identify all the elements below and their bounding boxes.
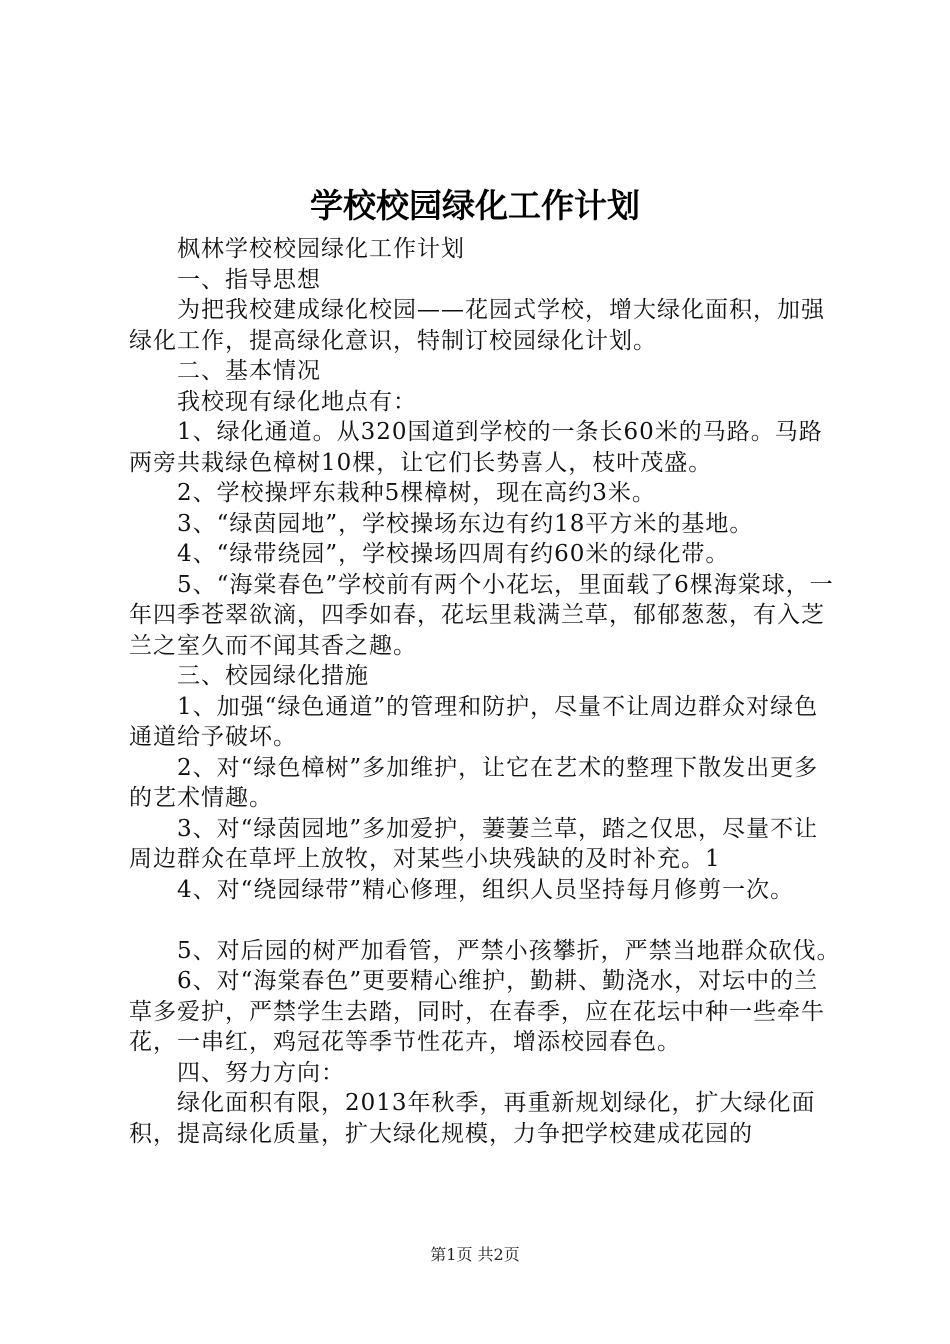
paragraph-location-3: 3、“绿茵园地”，学校操场东边有约18平方米的基地。 [177,510,754,537]
paragraph-measure-4: 4、对“绕园绿带”精心修理，组织人员坚持每月修剪一次。 [177,876,795,903]
heading-greening-measures: 三、校园绿化措施 [177,663,369,689]
paragraph-green-locations-intro: 我校现有绿化地点有： [177,388,417,415]
paragraph-school-plan-name: 枫林学校校园绿化工作计划 [177,236,465,262]
paragraph-future-direction: 绿化面积有限，2013年秋季，再重新规划绿化，扩大绿化面积，提高绿化质量，扩大绿化规模，力争把学校建成花园的 [129,1090,816,1147]
paragraph-measure-1: 1、加强“绿色通道”的管理和防护，尽量不让周边群众对绿色通道给予破坏。 [129,693,819,750]
paragraph-measure-3: 3、对“绿茵园地”多加爱护，萋萋兰草，踏之仅思，尽量不让周边群众在草坪上放牧，对某些小块残缺的及时补充。1 [129,815,819,872]
heading-basic-situation: 二、基本情况 [177,358,321,384]
paragraph-measure-5: 5、对后园的树严加看管，严禁小孩攀折，严禁当地群众砍伐。 [177,937,841,964]
document-title: 学校校园绿化工作计划 [310,186,640,225]
page-footer: 第1页 共2页 [430,1245,520,1264]
paragraph-measure-2: 2、对“绿色樟树”多加维护，让它在艺术的整理下散发出更多的艺术情趣。 [129,754,819,811]
paragraph-location-4: 4、“绿带绕园”，学校操场四周有约60米的绿化带。 [177,541,730,567]
paragraph-location-1: 1、绿化通道。从320国道到学校的一条长60米的马路。马路两旁共栽绿色樟树10棵，让它们长势喜人，枝叶茂盛。 [129,419,823,476]
document-body [129,234,841,1149]
paragraph-measure-6: 6、对“海棠春色”更要精心维护，勤耕、勤浇水，对坛中的兰草多爱护，严禁学生去踏，同时，在春季，应在花坛中种一些牵牛花，一串红，鸡冠花等季节性花卉，增添校园春色。 [129,968,825,1055]
paragraph-location-5: 5、“海棠春色”学校前有两个小花坛，里面载了6棵海棠球，一年四季苍翠欲滴，四季如春，花坛里栽满兰草，郁郁葱葱，有入芝兰之室久而不闻其香之趣。 [129,571,834,659]
blank-line [129,905,841,936]
heading-future-direction: 四、努力方向： [177,1059,345,1086]
heading-guiding-ideology: 一、指导思想 [177,266,321,293]
paragraph-location-2: 2、学校操坪东栽种5棵樟树，现在高约3米。 [177,480,656,506]
paragraph-guiding-ideology: 为把我校建成绿化校园——花园式学校，增大绿化面积，加强绿化工作，提高绿化意识，特制订校园绿化计划。 [129,297,825,354]
